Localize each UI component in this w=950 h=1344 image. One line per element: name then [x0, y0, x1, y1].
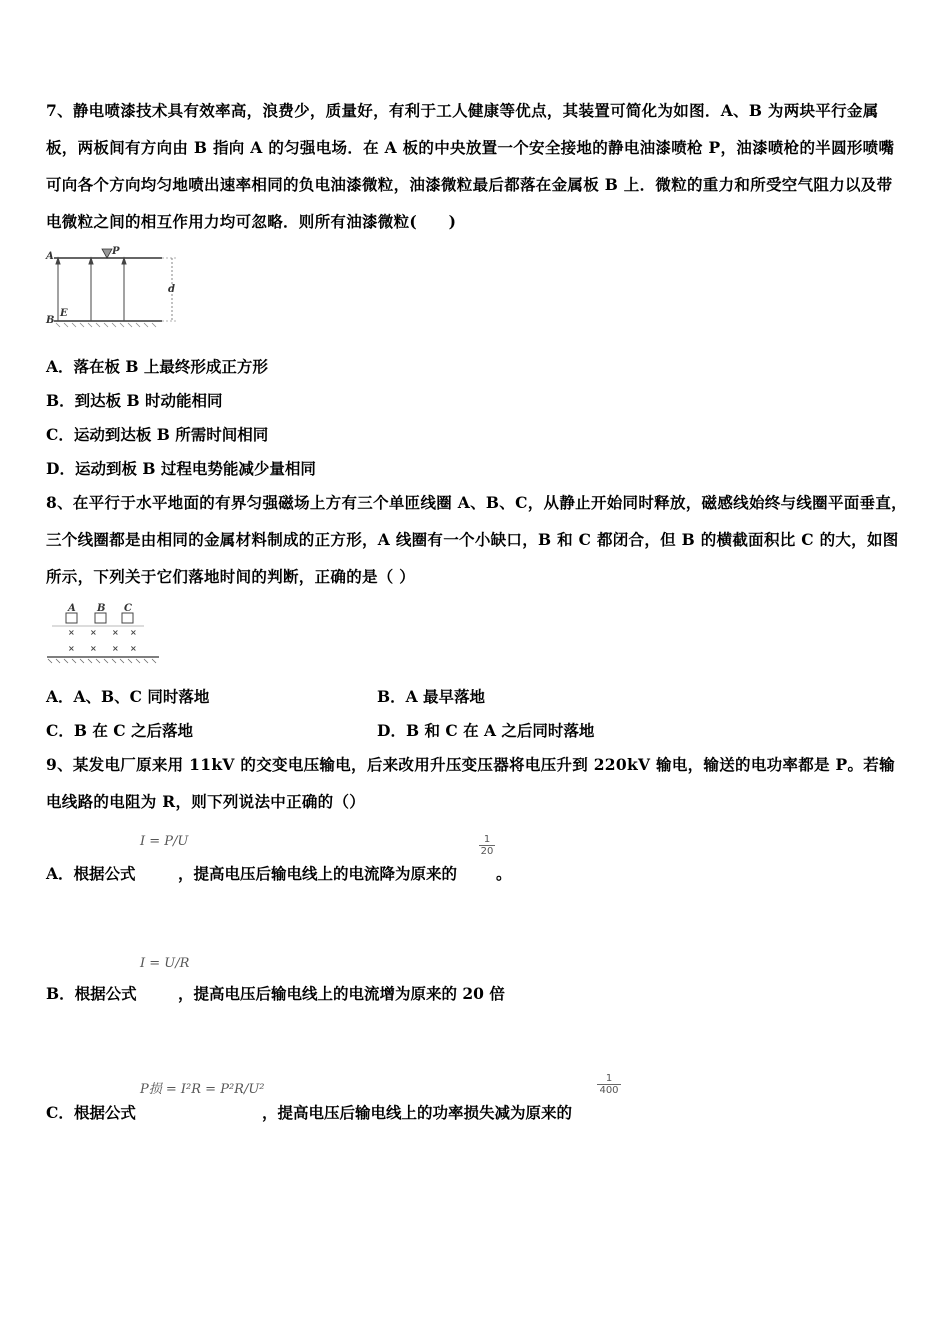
q9-option-a-suffix: ，提高电压后输电线上的电流降为原来的: [178, 864, 458, 883]
svg-text:×: ×: [90, 628, 97, 637]
q8-option-d: D．B 和 C 在 A 之后同时落地: [377, 721, 595, 740]
q9-option-c-prefix: C．根据公式: [46, 1103, 136, 1122]
q8-fig-label-a: A: [68, 603, 76, 614]
q7-fig-label-b: B: [46, 315, 55, 326]
q9-option-b-prefix: B．根据公式: [46, 984, 137, 1003]
q9-c-fraction: [597, 1073, 621, 1096]
svg-text:×: ×: [112, 644, 119, 653]
q8-option-c: C．B 在 C 之后落地: [46, 721, 193, 740]
q9-option-a-end: 。: [496, 864, 512, 883]
q7-option-c: C．运动到达板 B 所需时间相同: [46, 425, 269, 444]
q8-option-b: B．A 最早落地: [377, 687, 486, 706]
q9-b-formula-image: [140, 956, 189, 971]
q9-c-formula: P损 = I²R = P²R/U²: [140, 1082, 265, 1097]
q8-text: 8、在平行于水平地面的有界匀强磁场上方有三个单匝线圈 A、B、C，从静止开始同时释放，磁感线始终与线圈平面垂直，三个线圈都是由相同的金属材料制成的正方形，A 线圈有一个小缺口，B 和 C 都闭合，但 B 的横截面积比 C 的大，如图所示，下列关于它们落地时间的判断，正确的是（ ）: [46, 493, 907, 586]
q9-a-formula-image: [140, 834, 188, 849]
q7-fig-label-e: E: [60, 308, 68, 319]
q8-fig-label-c: C: [124, 603, 132, 614]
svg-text:×: ×: [90, 644, 97, 653]
q7-option-b: B．到达板 B 时动能相同: [46, 391, 223, 410]
q9-a-fraction: [479, 834, 495, 857]
q9-a-frac-den: 20: [480, 846, 494, 857]
q9-a-formula: I = P/U: [140, 834, 189, 849]
q7-option-d: D．运动到板 B 过程电势能减少量相同: [46, 459, 316, 478]
q9-b-formula: I = U/R: [140, 956, 190, 971]
svg-text:×: ×: [130, 628, 137, 637]
q7-fig-label-d: d: [168, 284, 175, 295]
q8-figure: [44, 600, 164, 666]
svg-text:×: ×: [68, 628, 75, 637]
q9-a-frac-num: 1: [483, 834, 491, 845]
q9-option-a-prefix: A．根据公式: [46, 864, 136, 883]
svg-text:×: ×: [112, 628, 119, 637]
q9-option-b-suffix: ，提高电压后输电线上的电流增为原来的 20 倍: [178, 984, 505, 1003]
q9-c-frac-num: 1: [605, 1073, 613, 1084]
q9-text: 9、某发电厂原来用 11kV 的交变电压输电，后来改用升压变压器将电压升到 220kV 输电，输送的电功率都是 P。若输电线路的电阻为 R，则下列说法中正确的（）: [46, 755, 895, 811]
q8-option-a: A．A、B、C 同时落地: [46, 687, 210, 706]
q9-c-formula-image: [140, 1078, 265, 1097]
q9-option-c-suffix: ，提高电压后输电线上的功率损失减为原来的: [262, 1103, 573, 1122]
q8-fig-label-b: B: [97, 603, 106, 614]
svg-text:×: ×: [68, 644, 75, 653]
q9-c-frac-den: 400: [597, 1084, 621, 1096]
q7-fig-label-a: A: [46, 251, 54, 262]
svg-text:×: ×: [130, 644, 137, 653]
q7-text: 7、静电喷漆技术具有效率高，浪费少，质量好，有利于工人健康等优点，其装置可简化为如图．A、B 为两块平行金属板，两板间有方向由 B 指向 A 的匀强电场．在 A 板的中央放置一个安全接地的静电油漆喷枪 P，油漆喷枪的半圆形喷嘴可向各个方向均匀地喷出速率相同的负电油漆微粒，油漆微粒最后都落在金属板 B 上．微粒的重力和所受空气阻力以及带电微粒之间的相互作用力均可忽略．则所有油漆微粒( ): [46, 101, 895, 231]
q7-option-a: A．落在板 B 上最终形成正方形: [46, 357, 268, 376]
q7-fig-label-p: P: [112, 246, 120, 257]
q7-figure: [44, 243, 194, 329]
